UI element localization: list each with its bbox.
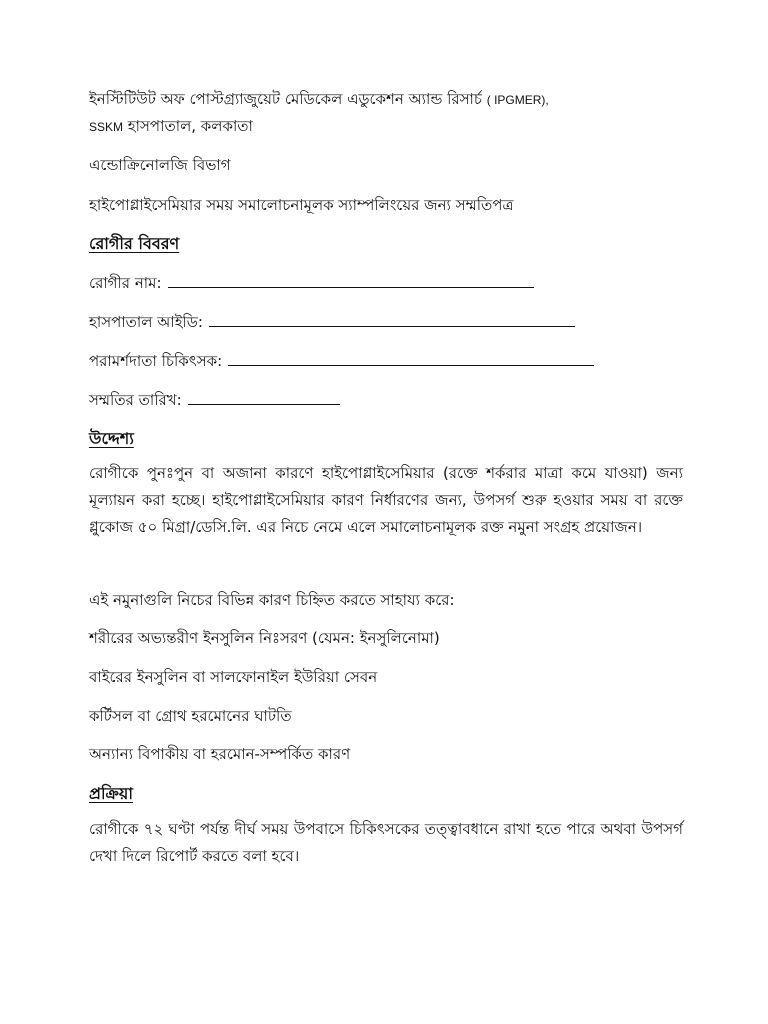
department-name: এন্ডোক্রিনোলজি বিভাগ [89, 156, 231, 174]
consent-date-field [89, 389, 340, 411]
consulting-physician-label: পরামর্শদাতা চিকিৎসক: [89, 352, 223, 370]
cause-item: অন্যান্য বিপাকীয় বা হরমোন-সম্পর্কিত কারণ [89, 745, 351, 763]
institute-name-line [89, 86, 549, 113]
consent-date-label: সম্মতির তারিখ: [89, 391, 182, 409]
document-header [89, 86, 549, 140]
consent-date-blank[interactable] [188, 390, 340, 405]
cause-item: শরীরের অভ্যন্তরীণ ইনসুলিন নিঃসরণ (যেমন: ইনসুলিনোমা) [89, 629, 440, 647]
patient-name-label: রোগীর নাম: [89, 274, 162, 292]
purpose-heading: উদ্দেশ্য [89, 429, 134, 448]
cause-item: কর্টিসল বা গ্রোথ হরমোনের ঘাটতি [89, 707, 292, 725]
cause-item: বাইরের ইনসুলিন বা সালফোনাইল ইউরিয়া সেবন [89, 668, 378, 686]
procedure-paragraph: রোগীকে ৭২ ঘণ্টা পর্যন্ত দীর্ঘ সময় উপবাসে চিকিৎসকের তত্ত্বাবধানে রাখা হতে পারে অথবা উপসর্গ দেখা দিলে রিপোর্ট করতে বলা হবে। [89, 820, 683, 865]
patient-name-blank[interactable] [168, 273, 534, 288]
institute-name: ইনস্টিটিউট অফ পোস্টগ্র্যাজুয়েট মেডিকেল এডুকেশন অ্যান্ড রিসার্চ [89, 90, 482, 108]
causes-intro: এই নমুনাগুলি নিচের বিভিন্ন কারণ চিহ্নিত করতে সাহায্য করে: [89, 591, 455, 609]
hospital-id-label: হাসপাতাল আইডি: [89, 313, 203, 331]
hospital-name: হাসপাতাল, কলকাতা [127, 117, 253, 135]
procedure-heading: প্রক্রিয়া [89, 784, 133, 803]
hospital-id-blank[interactable] [209, 312, 575, 327]
hospital-line [89, 113, 549, 140]
consulting-physician-blank[interactable] [228, 351, 594, 366]
hospital-id-field [89, 311, 575, 333]
patient-name-field [89, 272, 534, 294]
patient-details-heading: রোগীর বিবরণ [89, 234, 180, 253]
purpose-paragraph: রোগীকে পুনঃপুন বা অজানা কারণে হাইপোগ্লাইসেমিয়ার (রক্তে শর্করার মাত্রা কমে যাওয়া) জন্য মূল্যায়ন করা হচ্ছে। হাইপোগ্লাইসেমিয়ার কারণ নির্ধারণের জন্য, উপসর্গ শুরু হওয়ার সময় বা রক্তে গ্লুকোজ ৫০ মিগ্রা/ডেসি.লি. এর নিচে নেমে এলে সমালোচনামূলক রক্ত নমুনা সংগ্রহ প্রয়োজন। [89, 464, 683, 536]
consulting-physician-field [89, 350, 594, 372]
hospital-abbreviation: SSKM [89, 120, 124, 134]
institute-abbreviation: ( IPGMER), [486, 93, 549, 107]
form-title: হাইপোগ্লাইসেমিয়ার সময় সমালোচনামূলক স্যাম্পলিংয়ের জন্য সম্মতিপত্র [89, 196, 514, 214]
